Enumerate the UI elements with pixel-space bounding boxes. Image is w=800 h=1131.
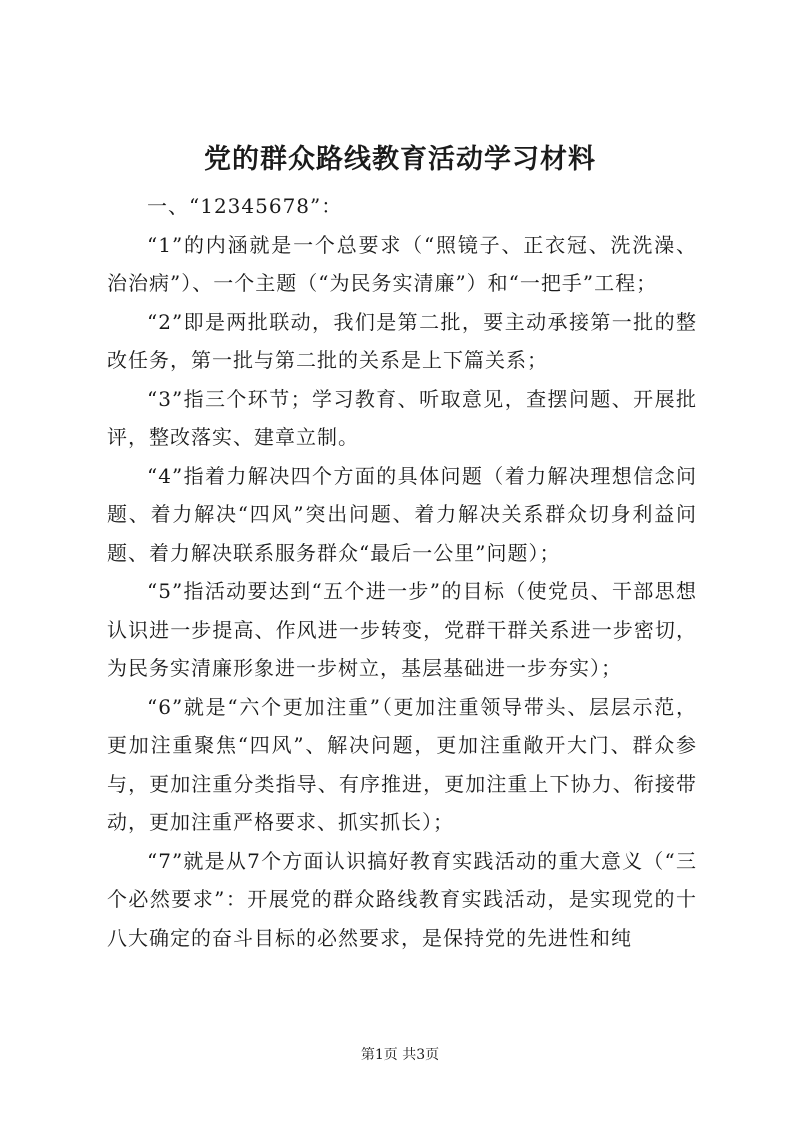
paragraph-item-4: “4”指着力解决四个方面的具体问题（着力解决理想信念问题、着力解决“四风”突出问题、着力解决关系群众切身利益问题、着力解决联系服务群众“最后一公里”问题）； [107,463,697,565]
paragraph-heading: 一、“12345678”： [147,194,343,218]
document-title: 党的群众路线教育活动学习材料 [204,144,596,175]
paragraph-item-5: “5”指活动要达到“五个进一步”的目标（使党员、干部思想认识进一步提高、作风进一步转变，党群干群关系进一步密切，为民务实清廉形象进一步树立，基层基础进一步夯实）； [107,579,697,680]
paragraph-item-2: “2”即是两批联动，我们是第二批，要主动承接第一批的整改任务，第一批与第二批的关系是上下篇关系； [107,309,697,372]
paragraph-item-6: “6”就是“六个更加注重”（更加注重领导带头、层层示范，更加注重聚焦“四风”、解决问题，更加注重敞开大门、群众参与，更加注重分类指导、有序推进，更加注重上下协力、衔接带动，更加注重严格要求、抓实抓长）； [107,694,697,834]
document-body [107,187,697,957]
paragraph-item-7: “7”就是从7个方面认识搞好教育实践活动的重大意义（“三个必然要求”：开展党的群众路线教育实践活动，是实现党的十八大确定的奋斗目标的必然要求，是保持党的先进性和纯 [107,848,697,950]
paragraph-item-3: “3”指三个环节；学习教育、听取意见，查摆问题、开展批评，整改落实、建章立制。 [107,386,697,449]
paragraph-item-1: “1”的内涵就是一个总要求（“照镜子、正衣冠、洗洗澡、治治病”）、一个主题（“为民务实清廉”）和“一把手”工程； [107,232,697,295]
page-number-footer: 第1页 共3页 [360,1047,440,1063]
